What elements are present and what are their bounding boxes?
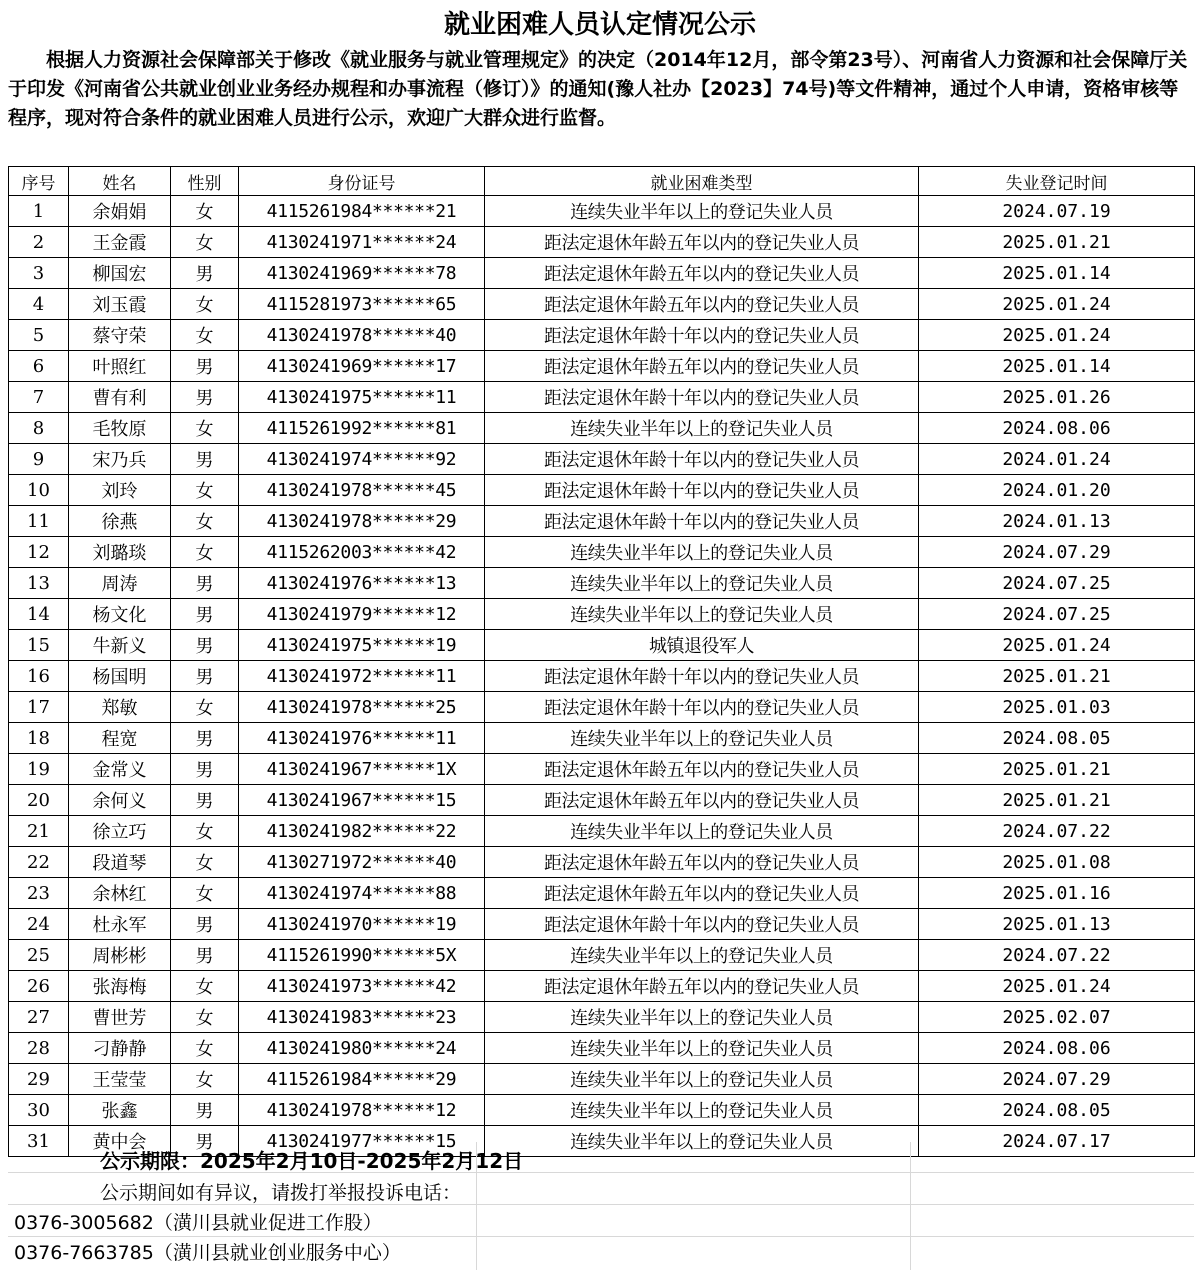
intro-paragraph: 根据人力资源社会保障部关于修改《就业服务与就业管理规定》的决定（2014年12月，部令第23号）、河南省人力资源和社会保障厅关于印发《河南省公共就业创业业务经办规程和办事流程（修订）》的通知(豫人社办【2023】74号)等文件精神，通过个人申请，资格审核等程序，现对符合条件的就业困难人员进行公示，欢迎广大群众进行监督。 xyxy=(8,49,1188,129)
cell-id: 4115261990******5X xyxy=(239,940,485,971)
cell-name: 杨国明 xyxy=(69,661,171,692)
cell-id: 4130241978******12 xyxy=(239,1095,485,1126)
cell-date: 2024.07.22 xyxy=(919,816,1195,847)
cell-type: 连续失业半年以上的登记失业人员 xyxy=(485,940,919,971)
cell-sex: 男 xyxy=(171,382,239,413)
cell-date: 2025.02.07 xyxy=(919,1002,1195,1033)
cell-type: 连续失业半年以上的登记失业人员 xyxy=(485,816,919,847)
cell-date: 2025.01.21 xyxy=(919,785,1195,816)
cell-name: 周彬彬 xyxy=(69,940,171,971)
cell-name: 金常义 xyxy=(69,754,171,785)
phone-line-2: 0376-7663785（潢川县就业创业服务中心） xyxy=(14,1242,401,1264)
cell-date: 2024.07.29 xyxy=(919,1064,1195,1095)
cell-date: 2024.08.06 xyxy=(919,413,1195,444)
cell-id: 4130241970******19 xyxy=(239,909,485,940)
cell-name: 叶照红 xyxy=(69,351,171,382)
grid-line xyxy=(8,1236,1194,1237)
cell-date: 2024.07.17 xyxy=(919,1126,1195,1157)
cell-sex: 男 xyxy=(171,723,239,754)
cell-no: 24 xyxy=(9,909,69,940)
cell-type: 距法定退休年龄十年以内的登记失业人员 xyxy=(485,661,919,692)
cell-date: 2024.08.05 xyxy=(919,723,1195,754)
cell-name: 柳国宏 xyxy=(69,258,171,289)
cell-name: 周涛 xyxy=(69,568,171,599)
table-header-row xyxy=(9,167,1195,196)
table-row xyxy=(9,723,1195,754)
cell-date: 2025.01.26 xyxy=(919,382,1195,413)
cell-type: 距法定退休年龄五年以内的登记失业人员 xyxy=(485,351,919,382)
cell-sex: 男 xyxy=(171,940,239,971)
cell-id: 4130241978******40 xyxy=(239,320,485,351)
cell-date: 2025.01.21 xyxy=(919,227,1195,258)
cell-name: 余娟娟 xyxy=(69,196,171,227)
table-row xyxy=(9,289,1195,320)
table-row xyxy=(9,692,1195,723)
cell-date: 2025.01.08 xyxy=(919,847,1195,878)
table-row xyxy=(9,816,1195,847)
cell-id: 4130241971******24 xyxy=(239,227,485,258)
cell-sex: 女 xyxy=(171,320,239,351)
table-row xyxy=(9,940,1195,971)
cell-type: 距法定退休年龄十年以内的登记失业人员 xyxy=(485,475,919,506)
cell-date: 2025.01.03 xyxy=(919,692,1195,723)
cell-sex: 男 xyxy=(171,568,239,599)
cell-no: 7 xyxy=(9,382,69,413)
cell-no: 25 xyxy=(9,940,69,971)
cell-sex: 女 xyxy=(171,1064,239,1095)
cell-no: 27 xyxy=(9,1002,69,1033)
cell-id: 4130241972******11 xyxy=(239,661,485,692)
cell-type: 距法定退休年龄十年以内的登记失业人员 xyxy=(485,320,919,351)
cell-name: 程宽 xyxy=(69,723,171,754)
cell-id: 4130241978******29 xyxy=(239,506,485,537)
cell-type: 连续失业半年以上的登记失业人员 xyxy=(485,1095,919,1126)
cell-id: 4130241980******24 xyxy=(239,1033,485,1064)
cell-sex: 女 xyxy=(171,847,239,878)
cell-id: 4115261984******21 xyxy=(239,196,485,227)
cell-type: 连续失业半年以上的登记失业人员 xyxy=(485,1002,919,1033)
cell-type: 连续失业半年以上的登记失业人员 xyxy=(485,723,919,754)
header-id: 身份证号 xyxy=(239,167,485,196)
cell-sex: 男 xyxy=(171,754,239,785)
table-row xyxy=(9,1095,1195,1126)
cell-no: 22 xyxy=(9,847,69,878)
cell-id: 4130241976******11 xyxy=(239,723,485,754)
cell-date: 2024.07.22 xyxy=(919,940,1195,971)
cell-type: 距法定退休年龄五年以内的登记失业人员 xyxy=(485,785,919,816)
header-type: 就业困难类型 xyxy=(485,167,919,196)
table-row xyxy=(9,227,1195,258)
cell-sex: 男 xyxy=(171,661,239,692)
cell-name: 宋乃兵 xyxy=(69,444,171,475)
cell-date: 2025.01.21 xyxy=(919,754,1195,785)
cell-sex: 男 xyxy=(171,630,239,661)
cell-name: 曹有利 xyxy=(69,382,171,413)
cell-date: 2024.01.20 xyxy=(919,475,1195,506)
cell-name: 徐立巧 xyxy=(69,816,171,847)
table-row xyxy=(9,599,1195,630)
table-row xyxy=(9,878,1195,909)
table-row xyxy=(9,444,1195,475)
cell-sex: 男 xyxy=(171,444,239,475)
cell-id: 4130241983******23 xyxy=(239,1002,485,1033)
cell-type: 距法定退休年龄五年以内的登记失业人员 xyxy=(485,754,919,785)
cell-sex: 男 xyxy=(171,909,239,940)
notice-period: 公示期限：2025年2月10日-2025年2月12日 xyxy=(100,1149,524,1173)
cell-no: 31 xyxy=(9,1126,69,1157)
cell-date: 2024.07.19 xyxy=(919,196,1195,227)
cell-no: 10 xyxy=(9,475,69,506)
cell-type: 连续失业半年以上的登记失业人员 xyxy=(485,599,919,630)
cell-id: 4130241979******12 xyxy=(239,599,485,630)
table-row xyxy=(9,971,1195,1002)
cell-no: 12 xyxy=(9,537,69,568)
cell-no: 23 xyxy=(9,878,69,909)
table-body xyxy=(9,196,1195,1157)
cell-sex: 男 xyxy=(171,258,239,289)
table-row xyxy=(9,909,1195,940)
cell-no: 2 xyxy=(9,227,69,258)
cell-name: 黄中会 xyxy=(69,1126,171,1157)
table-row xyxy=(9,1033,1195,1064)
table-row xyxy=(9,320,1195,351)
cell-name: 曹世芳 xyxy=(69,1002,171,1033)
cell-date: 2024.08.05 xyxy=(919,1095,1195,1126)
cell-type: 距法定退休年龄十年以内的登记失业人员 xyxy=(485,692,919,723)
cell-no: 1 xyxy=(9,196,69,227)
cell-no: 17 xyxy=(9,692,69,723)
cell-sex: 女 xyxy=(171,1033,239,1064)
cell-no: 20 xyxy=(9,785,69,816)
cell-date: 2025.01.24 xyxy=(919,630,1195,661)
table-row xyxy=(9,258,1195,289)
cell-type: 连续失业半年以上的登记失业人员 xyxy=(485,568,919,599)
phone-line-1: 0376-3005682（潢川县就业促进工作股） xyxy=(14,1212,382,1234)
cell-id: 4130241978******45 xyxy=(239,475,485,506)
notice-table xyxy=(8,166,1195,1157)
cell-id: 4130241969******78 xyxy=(239,258,485,289)
cell-date: 2025.01.24 xyxy=(919,971,1195,1002)
table-row xyxy=(9,506,1195,537)
cell-sex: 女 xyxy=(171,816,239,847)
cell-no: 13 xyxy=(9,568,69,599)
cell-type: 距法定退休年龄十年以内的登记失业人员 xyxy=(485,444,919,475)
cell-id: 4115281973******65 xyxy=(239,289,485,320)
cell-type: 连续失业半年以上的登记失业人员 xyxy=(485,413,919,444)
cell-date: 2024.07.29 xyxy=(919,537,1195,568)
cell-id: 4130241967******15 xyxy=(239,785,485,816)
cell-type: 连续失业半年以上的登记失业人员 xyxy=(485,1126,919,1157)
cell-type: 距法定退休年龄五年以内的登记失业人员 xyxy=(485,878,919,909)
header-sex: 性别 xyxy=(171,167,239,196)
cell-sex: 男 xyxy=(171,1095,239,1126)
cell-no: 15 xyxy=(9,630,69,661)
cell-name: 蔡守荣 xyxy=(69,320,171,351)
cell-sex: 女 xyxy=(171,289,239,320)
cell-sex: 女 xyxy=(171,227,239,258)
cell-id: 4130241978******25 xyxy=(239,692,485,723)
cell-no: 30 xyxy=(9,1095,69,1126)
cell-id: 4130241982******22 xyxy=(239,816,485,847)
table-row xyxy=(9,630,1195,661)
table-row xyxy=(9,382,1195,413)
cell-no: 3 xyxy=(9,258,69,289)
table-row xyxy=(9,785,1195,816)
cell-type: 距法定退休年龄五年以内的登记失业人员 xyxy=(485,258,919,289)
cell-no: 26 xyxy=(9,971,69,1002)
cell-id: 4130241969******17 xyxy=(239,351,485,382)
cell-type: 距法定退休年龄十年以内的登记失业人员 xyxy=(485,909,919,940)
cell-name: 王莹莹 xyxy=(69,1064,171,1095)
cell-id: 4115262003******42 xyxy=(239,537,485,568)
cell-id: 4130271972******40 xyxy=(239,847,485,878)
cell-id: 4130241974******92 xyxy=(239,444,485,475)
cell-date: 2025.01.16 xyxy=(919,878,1195,909)
cell-id: 4130241967******1X xyxy=(239,754,485,785)
cell-date: 2025.01.14 xyxy=(919,258,1195,289)
cell-name: 段道琴 xyxy=(69,847,171,878)
cell-name: 余林红 xyxy=(69,878,171,909)
cell-no: 6 xyxy=(9,351,69,382)
cell-name: 牛新义 xyxy=(69,630,171,661)
cell-no: 28 xyxy=(9,1033,69,1064)
cell-date: 2024.01.24 xyxy=(919,444,1195,475)
cell-date: 2025.01.24 xyxy=(919,289,1195,320)
cell-date: 2025.01.14 xyxy=(919,351,1195,382)
cell-id: 4115261992******81 xyxy=(239,413,485,444)
table-row xyxy=(9,413,1195,444)
cell-sex: 女 xyxy=(171,506,239,537)
cell-type: 连续失业半年以上的登记失业人员 xyxy=(485,1064,919,1095)
cell-sex: 女 xyxy=(171,537,239,568)
cell-name: 王金霞 xyxy=(69,227,171,258)
cell-date: 2024.07.25 xyxy=(919,568,1195,599)
header-date: 失业登记时间 xyxy=(919,167,1195,196)
cell-type: 城镇退役军人 xyxy=(485,630,919,661)
cell-id: 4130241973******42 xyxy=(239,971,485,1002)
cell-name: 徐燕 xyxy=(69,506,171,537)
cell-type: 距法定退休年龄五年以内的登记失业人员 xyxy=(485,847,919,878)
cell-id: 4115261984******29 xyxy=(239,1064,485,1095)
cell-name: 刘玲 xyxy=(69,475,171,506)
table-row xyxy=(9,1064,1195,1095)
page-title: 就业困难人员认定情况公示 xyxy=(443,10,756,40)
table-row xyxy=(9,196,1195,227)
cell-no: 4 xyxy=(9,289,69,320)
cell-sex: 女 xyxy=(171,692,239,723)
cell-id: 4130241974******88 xyxy=(239,878,485,909)
cell-name: 杨文化 xyxy=(69,599,171,630)
cell-type: 距法定退休年龄十年以内的登记失业人员 xyxy=(485,382,919,413)
table-row xyxy=(9,847,1195,878)
cell-no: 21 xyxy=(9,816,69,847)
cell-name: 余何义 xyxy=(69,785,171,816)
cell-no: 5 xyxy=(9,320,69,351)
cell-type: 距法定退休年龄五年以内的登记失业人员 xyxy=(485,289,919,320)
table-row xyxy=(9,1002,1195,1033)
cell-name: 张海梅 xyxy=(69,971,171,1002)
cell-type: 连续失业半年以上的登记失业人员 xyxy=(485,1033,919,1064)
cell-id: 4130241976******13 xyxy=(239,568,485,599)
cell-date: 2024.01.13 xyxy=(919,506,1195,537)
cell-sex: 男 xyxy=(171,351,239,382)
cell-id: 4130241977******15 xyxy=(239,1126,485,1157)
cell-id: 4130241975******19 xyxy=(239,630,485,661)
cell-no: 16 xyxy=(9,661,69,692)
cell-sex: 女 xyxy=(171,475,239,506)
cell-name: 毛牧原 xyxy=(69,413,171,444)
cell-name: 郑敏 xyxy=(69,692,171,723)
cell-date: 2025.01.13 xyxy=(919,909,1195,940)
cell-date: 2025.01.21 xyxy=(919,661,1195,692)
cell-no: 19 xyxy=(9,754,69,785)
table-row xyxy=(9,475,1195,506)
cell-type: 距法定退休年龄十年以内的登记失业人员 xyxy=(485,506,919,537)
cell-sex: 女 xyxy=(171,413,239,444)
cell-name: 刁静静 xyxy=(69,1033,171,1064)
cell-no: 11 xyxy=(9,506,69,537)
cell-type: 连续失业半年以上的登记失业人员 xyxy=(485,537,919,568)
table-row xyxy=(9,754,1195,785)
header-no: 序号 xyxy=(9,167,69,196)
header-name: 姓名 xyxy=(69,167,171,196)
cell-date: 2024.07.25 xyxy=(919,599,1195,630)
cell-date: 2025.01.24 xyxy=(919,320,1195,351)
cell-sex: 男 xyxy=(171,1126,239,1157)
cell-type: 距法定退休年龄五年以内的登记失业人员 xyxy=(485,971,919,1002)
cell-no: 9 xyxy=(9,444,69,475)
cell-date: 2024.08.06 xyxy=(919,1033,1195,1064)
cell-type: 距法定退休年龄五年以内的登记失业人员 xyxy=(485,227,919,258)
cell-type: 连续失业半年以上的登记失业人员 xyxy=(485,196,919,227)
cell-no: 18 xyxy=(9,723,69,754)
cell-no: 29 xyxy=(9,1064,69,1095)
cell-name: 杜永军 xyxy=(69,909,171,940)
cell-name: 刘璐琰 xyxy=(69,537,171,568)
cell-sex: 女 xyxy=(171,971,239,1002)
table-row xyxy=(9,661,1195,692)
cell-sex: 女 xyxy=(171,1002,239,1033)
table-row xyxy=(9,568,1195,599)
cell-sex: 男 xyxy=(171,785,239,816)
cell-no: 8 xyxy=(9,413,69,444)
dispute-note: 公示期间如有异议，请拨打举报投诉电话： xyxy=(100,1182,462,1204)
cell-sex: 男 xyxy=(171,599,239,630)
cell-sex: 女 xyxy=(171,196,239,227)
cell-no: 14 xyxy=(9,599,69,630)
cell-sex: 女 xyxy=(171,878,239,909)
cell-name: 张鑫 xyxy=(69,1095,171,1126)
cell-name: 刘玉霞 xyxy=(69,289,171,320)
cell-id: 4130241975******11 xyxy=(239,382,485,413)
table-row xyxy=(9,351,1195,382)
table-row xyxy=(9,537,1195,568)
